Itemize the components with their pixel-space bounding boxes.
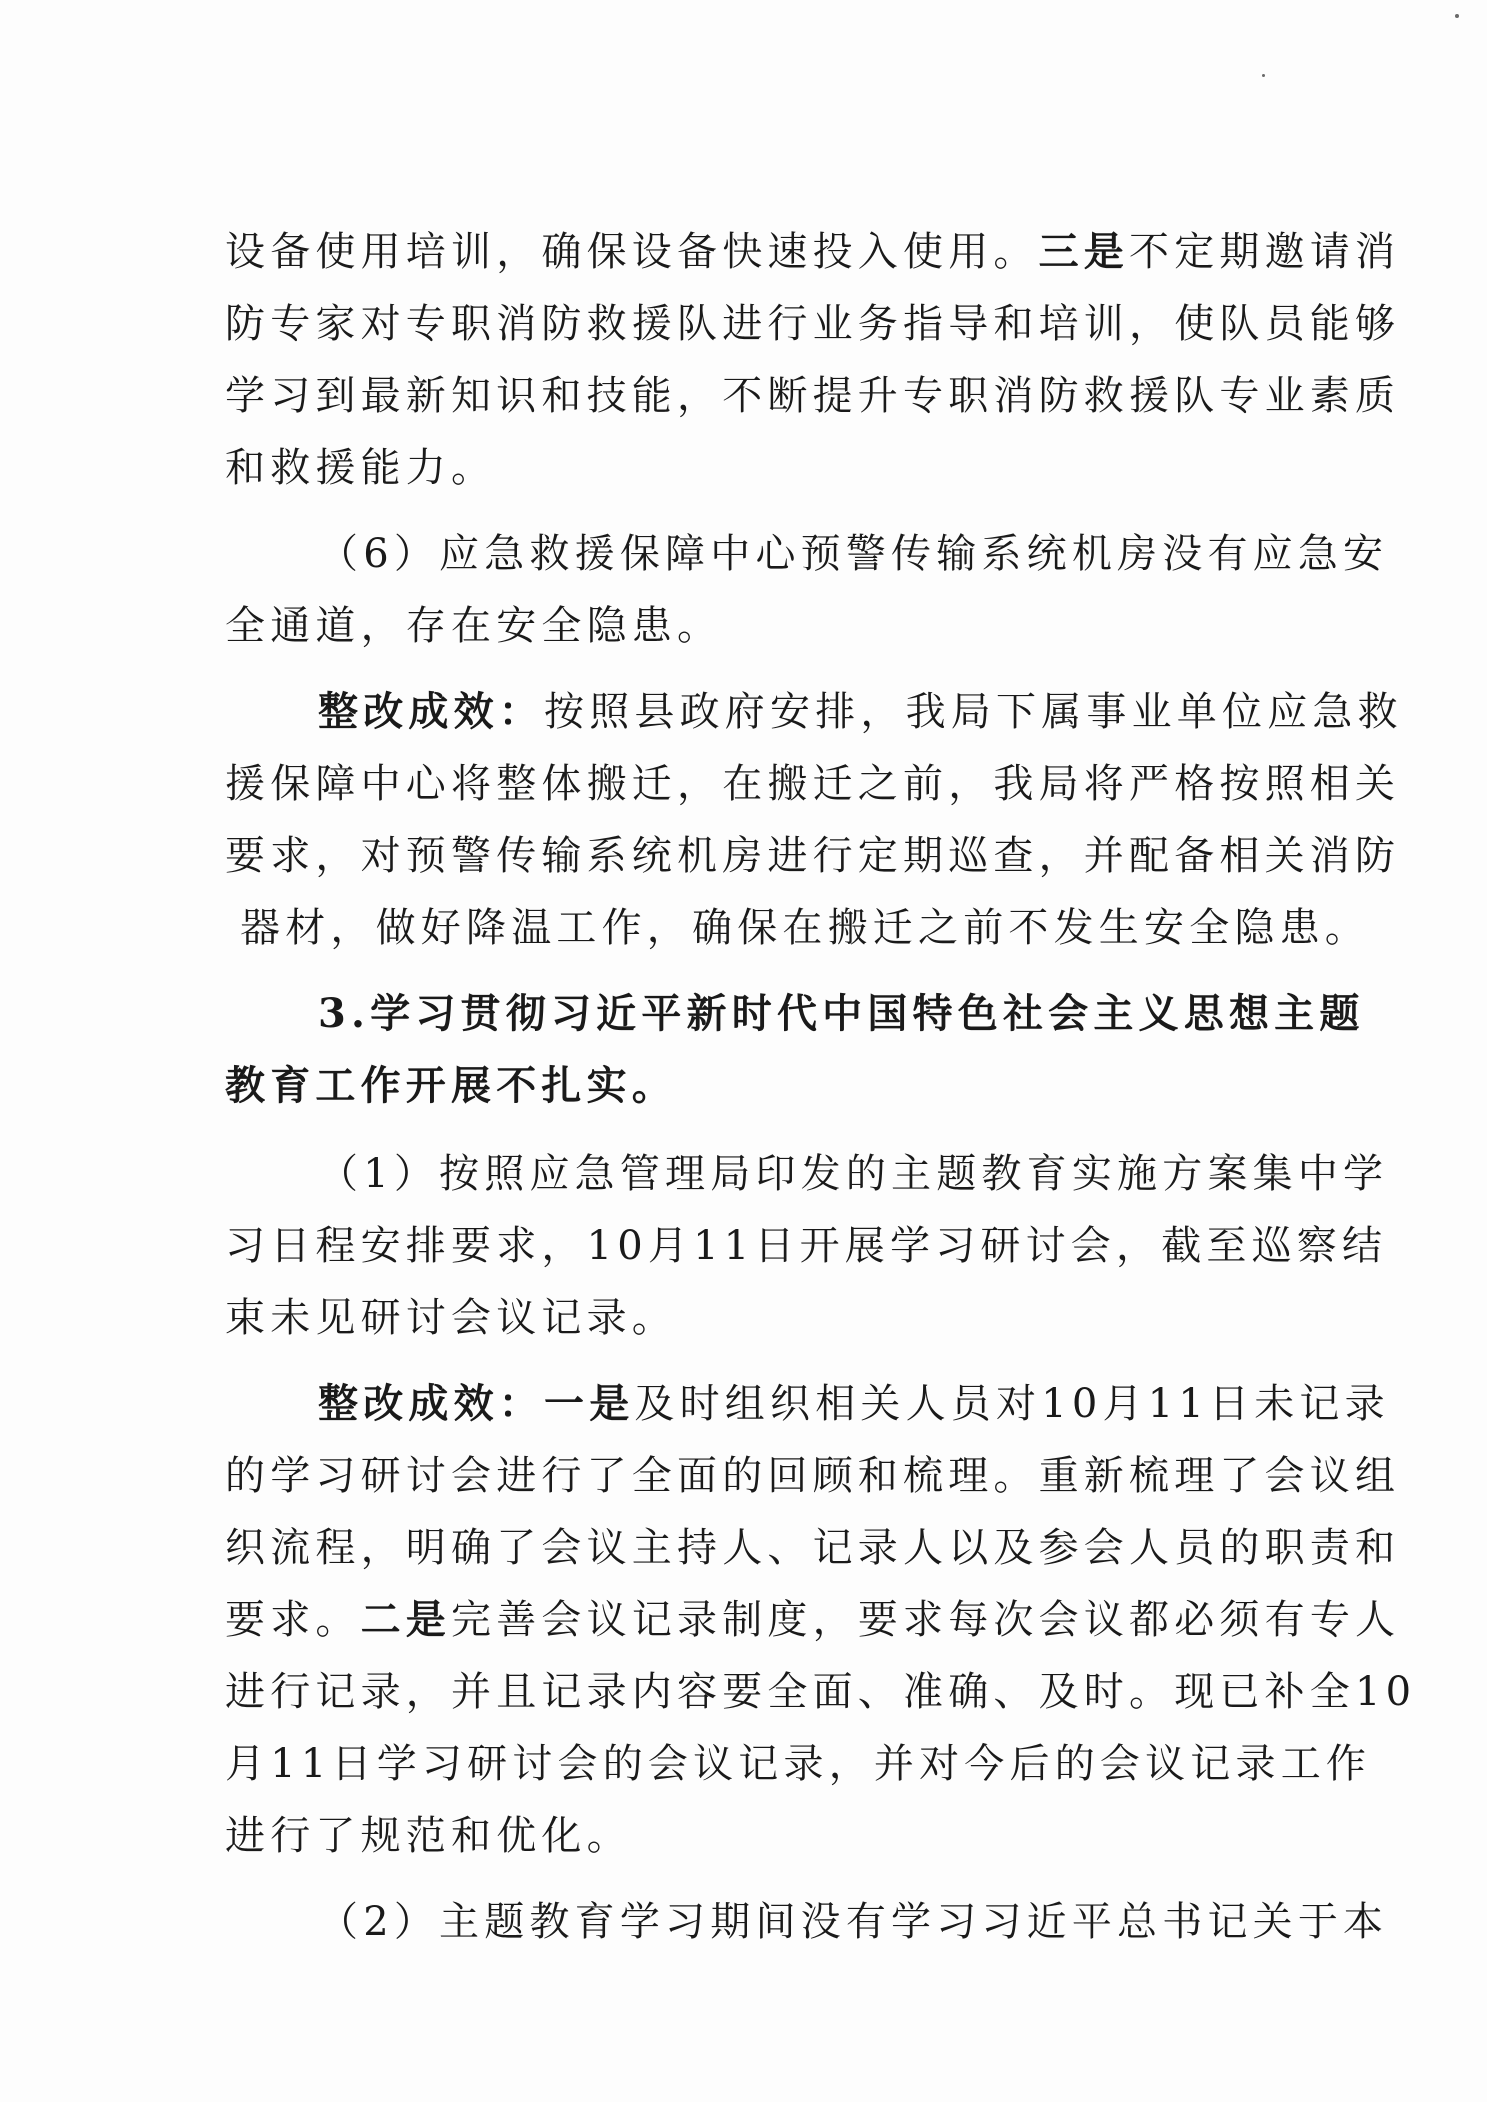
text-segment: 不定期邀请消 (1129, 229, 1401, 275)
text-segment: 和救援能力。 (225, 445, 497, 491)
text-line (318, 1380, 1390, 1428)
text-segment: （2）主题教育学习期间没有学习习近平总书记关于本 (318, 1899, 1389, 1945)
text-line (225, 760, 1401, 808)
text-line (225, 1596, 1401, 1644)
text-segment: （1）按照应急管理局印发的主题教育实施方案集中学 (318, 1151, 1389, 1197)
text-segment: 织流程，明确了会议主持人、记录人以及参会人员的职责和 (225, 1525, 1401, 1571)
text-line (240, 904, 1370, 952)
text-segment: 进行记录，并且记录内容要全面、准确、及时。现已补全10 (225, 1669, 1417, 1715)
text-line (318, 990, 1365, 1038)
text-segment: 及时组织相关人员对10月11日未记录 (634, 1381, 1390, 1427)
text-line (225, 832, 1401, 880)
text-line (225, 1222, 1388, 1270)
text-line (225, 1668, 1417, 1716)
text-line (318, 1898, 1389, 1946)
text-line (225, 1062, 677, 1110)
text-segment: 器材，做好降温工作，确保在搬迁之前不发生安全隐患。 (240, 905, 1370, 951)
text-line (225, 602, 722, 650)
bold-text-segment: 整改成效：一是 (318, 1380, 635, 1427)
text-line (318, 530, 1389, 578)
bold-text-segment: 二是 (360, 1596, 452, 1643)
text-line (318, 1150, 1389, 1198)
text-segment: 束未见研讨会议记录。 (225, 1295, 677, 1341)
text-line (318, 688, 1403, 736)
text-line (225, 1452, 1401, 1500)
bold-text-segment: 整改成效： (318, 688, 544, 735)
bold-text-segment: 教育工作开展不扎实。 (225, 1062, 677, 1109)
scan-speck (1455, 14, 1459, 18)
text-line (225, 444, 496, 492)
text-segment: 要求，对预警传输系统机房进行定期巡查，并配备相关消防 (225, 833, 1401, 879)
text-segment: （6）应急救援保障中心预警传输系统机房没有应急安 (318, 531, 1389, 577)
text-segment: 按照县政府安排，我局下属事业单位应急救 (544, 689, 1403, 735)
text-segment: 习日程安排要求，10月11日开展学习研讨会，截至巡察结 (225, 1223, 1388, 1269)
text-segment: 防专家对专职消防救援队进行业务指导和培训，使队员能够 (225, 301, 1401, 347)
text-line (225, 1812, 632, 1860)
text-line (225, 1294, 677, 1342)
text-segment: 设备使用培训，确保设备快速投入使用。 (225, 229, 1039, 275)
text-segment: 的学习研讨会进行了全面的回顾和梳理。重新梳理了会议组 (225, 1453, 1401, 1499)
text-segment: 学习到最新知识和技能，不断提升专职消防救援队专业素质 (225, 373, 1401, 419)
text-line (225, 1740, 1372, 1788)
text-segment: 全通道，存在安全隐患。 (225, 603, 723, 649)
text-segment: 援保障中心将整体搬迁，在搬迁之前，我局将严格按照相关 (225, 761, 1401, 807)
bold-text-segment: 3.学习贯彻习近平新时代中国特色社会主义思想主题 (318, 990, 1365, 1037)
text-segment: 月11日学习研讨会的会议记录，并对今后的会议记录工作 (225, 1741, 1372, 1787)
text-segment: 进行了规范和优化。 (225, 1813, 632, 1859)
text-segment: 要求。 (225, 1597, 361, 1643)
bold-text-segment: 三是 (1038, 228, 1130, 275)
scan-speck (1262, 74, 1265, 77)
text-line (225, 228, 1401, 276)
text-segment: 完善会议记录制度，要求每次会议都必须有专人 (451, 1597, 1401, 1643)
text-line (225, 372, 1401, 420)
text-line (225, 300, 1401, 348)
text-line (225, 1524, 1401, 1572)
